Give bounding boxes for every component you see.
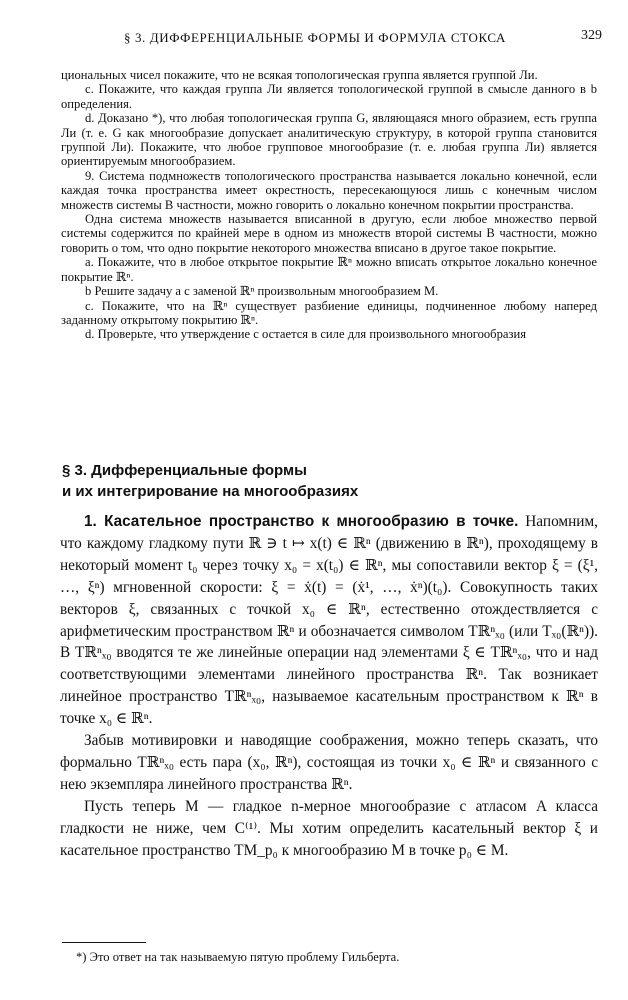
- section-title-line: и их интегрирование на многообразиях: [62, 483, 359, 500]
- exercise-item: c. Покажите, что каждая группа Ли является топологической группой в смысле данного в b определения.: [61, 82, 597, 111]
- exercise-item: b Решите задачу a с заменой ℝⁿ произвольным многообразием M.: [85, 284, 439, 299]
- body-paragraph: [60, 511, 598, 730]
- exercise-item: d. Доказано *), что любая топологическая группа G, являющаяся много образием, есть группа Ли (т. е. G как многообразие допускает аналитическую структуру, в которой группа становится группой Ли). Покажите, что любое групповое многообразие (т. е. любая группа Ли) является ориентируемым многообразием.: [61, 111, 597, 169]
- footnote: *) Это ответ на так называемую пятую проблему Гильберта.: [76, 950, 400, 964]
- section-title-line: § 3. Дифференциальные формы: [62, 462, 307, 479]
- body-paragraph: Пусть теперь M — гладкое n-мерное многообразие с атласом A класса гладкости не ниже, чем C⁽¹⁾. Мы хотим определить касательный вектор ξ и касательное пространство TM_p₀ к многообразию M в точке p₀ ∈ M.: [60, 797, 598, 859]
- subsection-heading: 1. Касательное пространство к многообразию в точке.: [84, 513, 519, 530]
- paragraph-text: Напомним, что каждому гладкому пути ℝ ∋ t ↦ x(t) ∈ ℝⁿ (движению в ℝⁿ), проходящему в некоторый момент t₀ через точку x₀ = x(t₀) ∈ ℝⁿ, мы сопоставили вектор ξ = (ξ¹, …, ξⁿ) мгновенной скорости: ξ = ẋ(t) = (ẋ¹, …, ẋⁿ)(t₀). Совокупность таких векторов ξ, связанных с точкой x₀ ∈ ℝⁿ, естественно отождествляется с арифметическим пространством ℝⁿ и обозначается символом Tℝⁿₓ₀ (или Tₓ₀(ℝⁿ)). В Tℝⁿₓ₀ вводятся те же линейные операции над элементами ξ ∈ Tℝⁿₓ₀, что и над соответствующими элементами линейного пространства ℝⁿ. Так возникает линейное пространство Tℝⁿₓ₀, называемое касательным пространством к ℝⁿ в точке x₀ ∈ ℝⁿ.: [60, 513, 598, 728]
- exercise-item: c. Покажите, что на ℝⁿ существует разбиение единицы, подчиненное любому наперед заданному открытому покрытию ℝⁿ.: [61, 298, 597, 327]
- exercise-item: 9. Система подмножеств топологического пространства называется локально конечной, если каждая точка пространства имеет окрестность, пересекающуюся лишь с конечным числом множеств системы В частности, можно говорить о локально конечном покрытии пространства.: [61, 168, 597, 212]
- exercise-continuation: циональных чисел покажите, что не всякая топологическая группа является группой Ли.: [61, 68, 538, 82]
- running-title: § 3. ДИФФЕРЕНЦИАЛЬНЫЕ ФОРМЫ И ФОРМУЛА СТОКСА: [124, 30, 507, 45]
- body-paragraph: Забыв мотивировки и наводящие соображения, можно теперь сказать, что формально Tℝⁿₓ₀ есть пара (x₀, ℝⁿ), состоящая из точки x₀ ∈ ℝⁿ и связанного с нею экземпляра линейного пространства ℝⁿ.: [60, 732, 598, 793]
- section-title: [62, 460, 592, 502]
- exercise-item: a. Покажите, что в любое открытое покрытие ℝⁿ можно вписать открытое локально конечное покрытие ℝⁿ.: [61, 255, 597, 284]
- exercise-item: Одна система множеств называется вписанной в другую, если любое множество первой системы содержится по крайней мере в одном из множеств второй системы В частности, можно говорить о том, что одно покрытие некоторого множества вписано в другое такое покрытие.: [61, 212, 597, 255]
- footnote-divider: [62, 942, 146, 943]
- running-header: [60, 28, 602, 52]
- body-text: [60, 511, 598, 862]
- page-number: 329: [581, 28, 602, 43]
- exercise-block: [61, 68, 597, 342]
- exercise-item: d. Проверьте, что утверждение c остается в силе для произвольного многообразия: [85, 327, 526, 342]
